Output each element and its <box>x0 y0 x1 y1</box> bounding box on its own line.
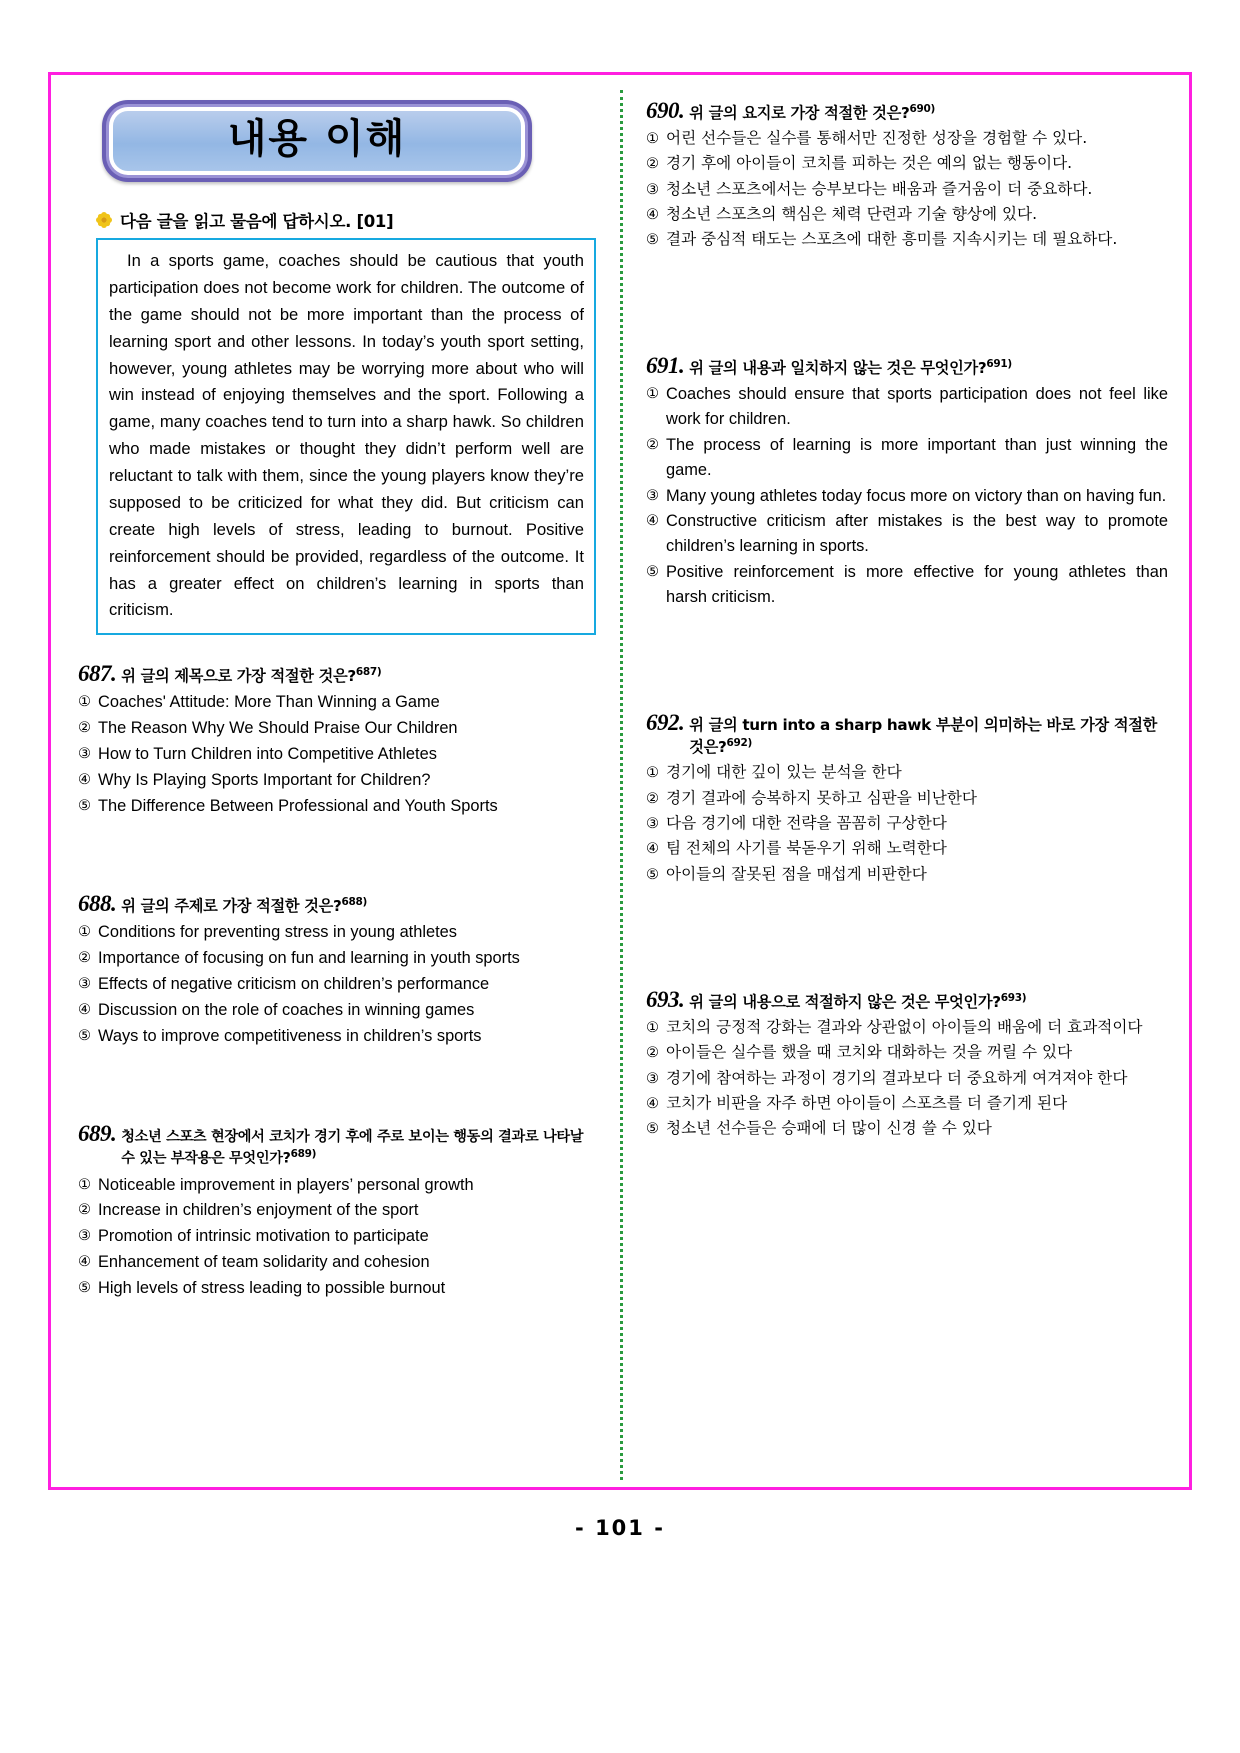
option-text: Coaches should ensure that sports participation does not feel like work for children. <box>666 384 1168 428</box>
question-692-sup: 692) <box>726 737 753 750</box>
option-text: 청소년 스포츠의 핵심은 체력 단련과 기술 향상에 있다. <box>666 205 1038 224</box>
question-688-number: 688. <box>78 890 117 916</box>
option-item[interactable] <box>646 152 1168 176</box>
option-item[interactable] <box>646 484 1168 509</box>
option-item[interactable] <box>646 509 1168 559</box>
option-marker: ④ <box>78 772 91 789</box>
option-text: Constructive criticism after mistakes is the best way to promote children’s learning in sports. <box>666 512 1168 556</box>
question-691-head <box>646 353 1168 379</box>
option-text: The Difference Between Professional and Youth Sports <box>98 797 498 815</box>
section-title-banner <box>102 100 532 182</box>
option-marker: ⑤ <box>646 232 659 249</box>
option-item[interactable] <box>646 1016 1168 1040</box>
option-text: 경기에 대한 깊이 있는 분석을 한다 <box>666 763 902 782</box>
option-text: 코치가 비판을 자주 하면 아이들이 스포츠를 더 즐기게 된다 <box>666 1094 1068 1113</box>
option-marker: ② <box>646 156 659 173</box>
banner-layer-white <box>109 107 525 175</box>
option-marker: ③ <box>78 975 91 992</box>
option-marker: ⑤ <box>78 798 91 814</box>
question-687-head <box>78 661 598 687</box>
option-marker: ④ <box>646 1096 659 1113</box>
question-687-sup: 687) <box>355 666 382 679</box>
option-marker: ④ <box>78 1001 91 1018</box>
option-marker: ③ <box>646 815 659 832</box>
option-item[interactable] <box>78 1173 598 1198</box>
question-688-head <box>78 891 598 917</box>
question-690 <box>646 98 1168 253</box>
option-text: 아이들은 실수를 했을 때 코치와 대화하는 것을 꺼릴 수 있다 <box>666 1043 1073 1062</box>
option-marker: ② <box>646 1045 659 1062</box>
option-text: 경기 후에 아이들이 코치를 피하는 것은 예의 없는 행동이다. <box>666 154 1073 173</box>
option-item[interactable] <box>646 863 1168 887</box>
spacer <box>78 1049 598 1095</box>
option-marker: ② <box>78 720 91 737</box>
banner-layer-outer <box>102 100 532 182</box>
option-text: 어린 선수들은 실수를 통해서만 진정한 성장을 경험할 수 있다. <box>666 129 1088 147</box>
option-text: 팀 전체의 사기를 북돋우기 위해 노력한다 <box>666 839 947 858</box>
option-item[interactable] <box>646 433 1168 483</box>
page-content <box>48 72 1192 1490</box>
option-text: Coaches' Attitude: More Than Winning a Game <box>98 693 440 712</box>
question-690-head <box>646 98 1168 124</box>
option-text: How to Turn Children into Competitive Athletes <box>98 745 437 764</box>
option-text: Discussion on the role of coaches in winning games <box>98 1000 475 1019</box>
option-item[interactable] <box>646 127 1168 151</box>
option-text: Effects of negative criticism on children’s performance <box>98 974 490 993</box>
spacer <box>646 253 1168 327</box>
question-693-stem: 위 글의 내용으로 적절하지 않은 것은 무엇인가?$^{693)}$ <box>689 991 1027 1012</box>
option-text: 청소년 스포츠에서는 승부보다는 배움과 즐거움이 더 중요하다. <box>666 179 1093 198</box>
instruction-text: 다음 글을 읽고 물음에 답하시오. [01] <box>120 212 394 231</box>
option-marker: ④ <box>646 841 659 858</box>
question-690-options <box>646 127 1168 253</box>
reading-passage <box>96 238 596 635</box>
option-marker: ③ <box>78 1228 91 1245</box>
option-item[interactable] <box>646 203 1168 227</box>
option-text: Enhancement of team solidarity and cohesion <box>98 1253 430 1272</box>
spacer <box>646 610 1168 684</box>
question-690-number: 690. <box>646 98 685 123</box>
option-text: 코치의 긍정적 강화는 결과와 상관없이 아이들의 배움에 더 효과적이다 <box>666 1018 1143 1037</box>
question-691-options <box>646 382 1168 610</box>
option-marker: ⑤ <box>646 1121 659 1138</box>
banner-title-text: 내용 이해 <box>227 116 407 162</box>
option-item[interactable] <box>646 1092 1168 1116</box>
option-text: Ways to improve competitiveness in children’s sports <box>98 1026 482 1045</box>
banner-layer-mid <box>106 104 528 178</box>
spacer <box>78 819 598 865</box>
question-692-stem: 위 글의 turn into a sharp hawk 부분이 의미하는 바로 가장 적절한 것은?$^{692)}$ <box>689 716 1158 757</box>
option-marker: ⑤ <box>646 564 659 581</box>
question-687 <box>78 661 598 819</box>
option-marker: ② <box>646 436 659 453</box>
option-item[interactable] <box>646 178 1168 202</box>
option-text: The process of learning is more important than just winning the game. <box>666 435 1168 479</box>
option-text: High levels of stress leading to possible burnout <box>98 1279 446 1298</box>
right-column <box>620 84 1178 1480</box>
option-item[interactable] <box>78 946 598 971</box>
left-column <box>62 84 620 1480</box>
option-marker: ① <box>646 1020 659 1037</box>
question-689-head <box>78 1121 598 1170</box>
option-item[interactable] <box>78 716 598 741</box>
option-text: Noticeable improvement in players’ personal growth <box>98 1175 474 1194</box>
option-marker: ① <box>78 1176 91 1193</box>
option-item[interactable] <box>78 920 598 945</box>
option-item[interactable] <box>78 1224 598 1249</box>
question-692-options <box>646 761 1168 887</box>
question-688-options <box>78 920 598 1049</box>
option-item[interactable] <box>78 1250 598 1275</box>
option-marker: ⑤ <box>646 866 659 883</box>
question-691-sup: 691) <box>986 357 1012 370</box>
question-691-stem: 위 글의 내용과 일치하지 않는 것은 무엇인가?$^{691)}$ <box>689 357 1012 377</box>
option-text: 결과 중심적 태도는 스포츠에 대한 흥미를 지속시키는 데 필요하다. <box>666 230 1118 249</box>
option-marker: ① <box>78 694 91 711</box>
flower-icon <box>96 212 112 228</box>
option-item[interactable] <box>646 1041 1168 1065</box>
option-item[interactable] <box>646 1067 1168 1091</box>
question-691 <box>646 353 1168 610</box>
question-688-sup: 688) <box>341 895 368 908</box>
question-688 <box>78 891 598 1049</box>
question-693-head <box>646 987 1168 1013</box>
question-692-head <box>646 710 1168 758</box>
option-item[interactable] <box>646 228 1168 252</box>
option-text: Increase in children’s enjoyment of the sport <box>98 1201 419 1220</box>
option-text: Conditions for preventing stress in young athletes <box>98 922 457 941</box>
question-689-sup: 689) <box>290 1148 317 1161</box>
option-item[interactable] <box>646 787 1168 811</box>
option-marker: ④ <box>646 207 659 224</box>
passage-text: In a sports game, coaches should be cautious that youth participation does not become work for children. The outcome of the game should not be more important than the process of learning sport and other lessons. In today’s youth sport setting, however, young athletes may be worrying more about who will win instead of enjoying themselves and the sport. Following a game, many coaches tend to turn into a sharp hawk. So children who made mistakes or thought they didn’t perform well are reluctant to talk with them, since the young players know they’re supposed to be criticized for what they did. But criticism can create high levels of stress, leading to burnout. Positive reinforcement should be provided, regardless of the outcome. It has a greater effect on children’s learning in sports than criticism. <box>109 251 584 620</box>
question-689-options <box>78 1173 598 1302</box>
spacer <box>646 887 1168 961</box>
option-item[interactable] <box>78 972 598 997</box>
option-marker: ③ <box>646 1070 659 1087</box>
question-692 <box>646 710 1168 887</box>
option-text: Why Is Playing Sports Important for Children? <box>98 771 431 790</box>
option-marker: ③ <box>78 746 91 763</box>
option-text: 경기에 참여하는 과정이 경기의 결과보다 더 중요하게 여겨져야 한다 <box>666 1068 1128 1087</box>
question-693-sup: 693) <box>1000 991 1027 1004</box>
option-marker: ③ <box>646 181 659 198</box>
question-693 <box>646 987 1168 1142</box>
option-marker: ③ <box>646 487 659 504</box>
question-690-sup: 690) <box>909 102 936 115</box>
option-item[interactable] <box>646 812 1168 836</box>
option-item[interactable] <box>646 560 1168 610</box>
option-marker: ④ <box>646 513 659 530</box>
option-marker: ② <box>78 1202 91 1219</box>
question-689-stem: 청소년 스포츠 현장에서 코치가 경기 후에 주로 보이는 행동의 결과로 나타날 수 있는 부작용은 무엇인가?$^{689)}$ <box>121 1128 584 1167</box>
option-item[interactable] <box>78 1276 598 1301</box>
option-marker: ⑤ <box>78 1280 91 1297</box>
option-text: Many young athletes today focus more on victory than on having fun. <box>666 486 1167 505</box>
option-item[interactable] <box>646 761 1168 785</box>
question-687-options <box>78 690 598 819</box>
question-689-number: 689. <box>78 1120 117 1146</box>
option-text: 다음 경기에 대한 전략을 꼼꼼히 구상한다 <box>666 813 947 832</box>
option-marker: ① <box>646 385 659 402</box>
question-692-number: 692. <box>646 710 685 736</box>
question-688-stem: 위 글의 주제로 가장 적절한 것은?$^{688)}$ <box>121 895 368 915</box>
option-item[interactable] <box>78 1024 598 1049</box>
option-item[interactable] <box>78 768 598 793</box>
option-marker: ④ <box>78 1254 91 1271</box>
question-693-number: 693. <box>646 987 685 1013</box>
option-marker: ⑤ <box>78 1027 91 1044</box>
option-marker: ① <box>78 923 91 940</box>
option-item[interactable] <box>646 1117 1168 1141</box>
page-number: - 101 - <box>575 1516 665 1540</box>
option-item[interactable] <box>646 382 1168 432</box>
option-text: Positive reinforcement is more effective for young athletes than harsh criticism. <box>666 563 1168 607</box>
option-marker: ② <box>78 949 91 966</box>
question-691-number: 691. <box>646 352 685 378</box>
option-item[interactable] <box>78 690 598 715</box>
option-item[interactable] <box>78 742 598 767</box>
option-text: Promotion of intrinsic motivation to participate <box>98 1227 429 1246</box>
option-marker: ① <box>646 131 659 147</box>
question-690-stem: 위 글의 요지로 가장 적절한 것은?$^{690)}$ <box>689 102 936 122</box>
option-text: 아이들의 잘못된 점을 매섭게 비판한다 <box>666 864 927 883</box>
question-687-number: 687. <box>78 661 117 687</box>
option-item[interactable] <box>78 794 598 819</box>
option-marker: ② <box>646 790 659 807</box>
option-text: 청소년 선수들은 승패에 더 많이 신경 쓸 수 있다 <box>666 1119 992 1138</box>
option-text: Importance of focusing on fun and learning in youth sports <box>98 948 520 967</box>
instruction-line <box>96 208 598 232</box>
question-693-options <box>646 1016 1168 1142</box>
option-marker: ① <box>646 765 659 782</box>
question-689 <box>78 1121 598 1302</box>
option-item[interactable] <box>646 837 1168 861</box>
option-item[interactable] <box>78 998 598 1023</box>
option-text: The Reason Why We Should Praise Our Children <box>98 719 458 738</box>
option-text: 경기 결과에 승복하지 못하고 심판을 비난한다 <box>666 788 977 807</box>
option-item[interactable] <box>78 1198 598 1223</box>
banner-layer-inner <box>112 110 522 172</box>
question-687-stem: 위 글의 제목으로 가장 적절한 것은?$^{687)}$ <box>121 666 382 686</box>
